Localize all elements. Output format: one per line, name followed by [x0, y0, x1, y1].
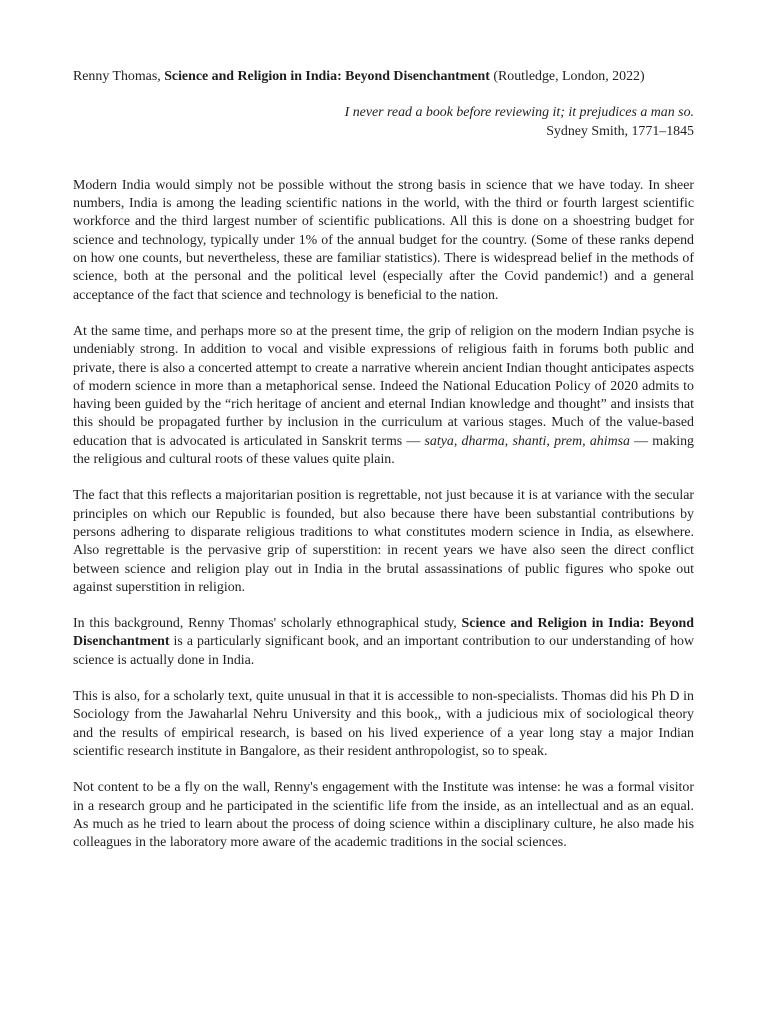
- epigraph-attribution: Sydney Smith, 1771–1845: [546, 123, 694, 139]
- term-prem: prem: [554, 433, 583, 449]
- paragraph-6: Not content to be a fly on the wall, Renny's engagement with the Institute was intense: he was a formal visitor in a research group and he participated in the scientific life from the inside, as an intellectual and as an equal. As much as he tried to learn about the process of doing science within a disciplinary culture, he also made his colleagues in the laboratory more aware of the academic traditions in the social sciences.: [73, 780, 694, 851]
- citation-author: Renny Thomas,: [73, 69, 165, 84]
- term-dharma: dharma: [461, 433, 505, 449]
- term-separator: ,: [453, 433, 462, 449]
- epigraph-quote: I never read a book before reviewing it; it prejudices a man so.: [344, 105, 694, 121]
- term-separator: ,: [504, 433, 513, 449]
- term-satya: satya: [424, 433, 454, 449]
- paragraph-3: The fact that this reflects a majoritarian position is regrettable, not just because it is at variance with the secular principles on which our Republic is founded, but also because there have been substantial contributions by persons adhering to disparate religious traditions to what constitutes modern science in India, as elsewhere. Also regrettable is the pervasive grip of superstition: in recent years we have also seen the direct conflict between science and religion play out in India in the brutal assassinations of public figures who spoke out against superstition in religion.: [73, 488, 694, 595]
- citation-book-title: Science and Religion in India: Beyond Disenchantment: [164, 69, 490, 84]
- term-separator: ,: [546, 433, 555, 449]
- paragraph-4-text-b: is a particularly significant book, and an important contribution to our understanding of how science is actually done in India.: [73, 634, 694, 668]
- paragraph-2: [73, 323, 694, 469]
- paragraph-1: Modern India would simply not be possible without the strong basis in science that we have today. In sheer numbers, India is among the leading scientific nations in the world, with the third or fourth largest scientific workforce and the third largest number of scientific publications. All this is done on a shoestring budget for science and technology, typically under 1% of the annual budget for the country. (Some of these ranks depend on how one counts, but nevertheless, these are familiar statistics). There is widespread belief in the methods of science, both at the personal and the political level (especially after the Covid pandemic!) and a general acceptance of the fact that science and technology is beneficial to the nation.: [73, 177, 694, 303]
- paragraph-2-text-a: At the same time, and perhaps more so at the present time, the grip of religion on the modern Indian psyche is undeniably strong. In addition to vocal and visible expressions of religious faith in forums both public and private, there is also a concerted attempt to create a narrative wherein ancient Indian thought anticipates aspects of modern science in more than a metaphorical sense. Indeed the National Education Policy of 2020 admits to having been guided by the “rich heritage of ancient and eternal Indian knowledge and thought” and insists that this should be propagated further by inclusion in the curriculum at various stages. Much of the value-based education that is advocated is articulated in Sanskrit terms —: [73, 323, 694, 449]
- citation-heading: [73, 68, 694, 86]
- epigraph: [73, 104, 694, 141]
- term-separator: ,: [582, 433, 590, 449]
- paragraph-4-book-title: Science and Religion in India: Beyond Disenchantment: [73, 616, 694, 650]
- citation-publisher: (Routledge, London, 2022): [489, 69, 645, 84]
- paragraph-5: This is also, for a scholarly text, quite unusual in that it is accessible to non-specialists. Thomas did his Ph D in Sociology from the Jawaharlal Nehru University and this book,, with a judicious mix of sociological theory and the results of empirical research, is based on his lived experience of a year long stay a major Indian scientific research institute in Bangalore, as their resident anthropologist, so to speak.: [73, 689, 694, 759]
- paragraph-4-text-a: In this background, Renny Thomas' scholarly ethnographical study,: [73, 616, 462, 632]
- term-ahimsa: ahimsa: [589, 433, 630, 449]
- term-shanti: shanti: [512, 433, 547, 449]
- paragraph-2-text-b: — making the religious and cultural roots of these values quite plain.: [73, 433, 694, 468]
- paragraph-4: [73, 615, 694, 670]
